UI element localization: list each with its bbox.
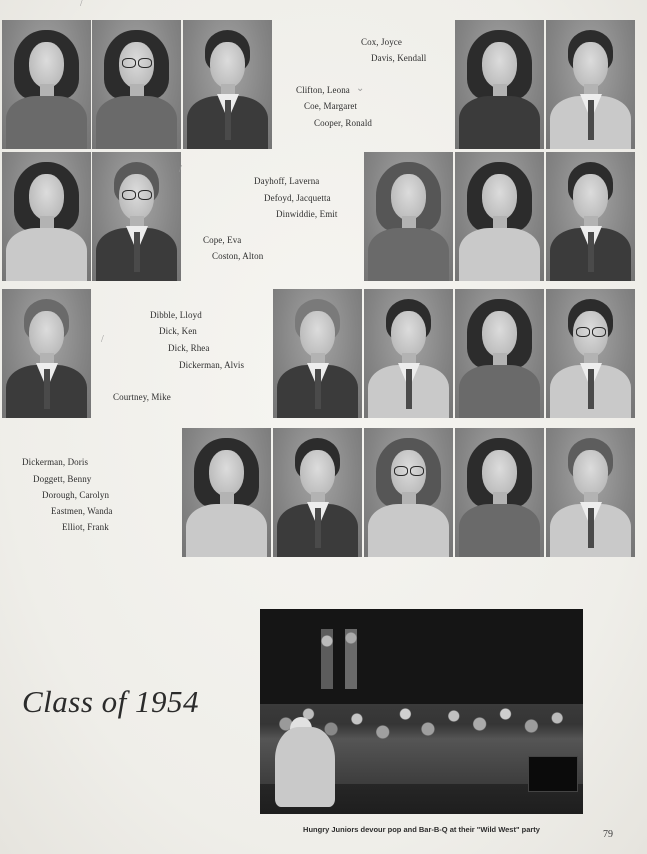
student-name: Dibble, Lloyd xyxy=(150,310,202,320)
student-name: Defoyd, Jacquetta xyxy=(264,193,331,203)
student-portrait xyxy=(455,20,544,149)
student-portrait xyxy=(455,289,544,418)
student-portrait xyxy=(364,428,453,557)
photo-caption: Hungry Juniors devour pop and Bar-B-Q at their "Wild West" party xyxy=(303,825,540,834)
student-name: Cox, Joyce xyxy=(361,37,402,47)
student-portrait xyxy=(273,289,362,418)
student-portrait xyxy=(546,152,635,281)
party-photo xyxy=(260,609,583,814)
student-name: Eastmen, Wanda xyxy=(51,506,113,516)
pencil-check-mark: ⌄ xyxy=(356,83,365,94)
student-name: Dick, Ken xyxy=(159,326,197,336)
student-name: Dorough, Carolyn xyxy=(42,490,110,500)
student-portrait xyxy=(183,20,272,149)
pencil-check-mark: / xyxy=(179,164,182,175)
page-number: 79 xyxy=(603,829,613,840)
student-portrait xyxy=(364,152,453,281)
picnic-basket xyxy=(528,756,578,792)
pencil-check-mark: / xyxy=(80,0,83,9)
student-name: Dickerman, Doris xyxy=(22,457,89,467)
student-name: Coston, Alton xyxy=(212,251,264,261)
student-portrait xyxy=(546,20,635,149)
student-portrait xyxy=(92,152,181,281)
student-name: Clifton, Leona xyxy=(296,85,350,95)
student-portrait xyxy=(92,20,181,149)
student-portrait xyxy=(2,20,91,149)
student-name: Davis, Kendall xyxy=(371,53,427,63)
student-portrait xyxy=(273,428,362,557)
student-name: Coe, Margaret xyxy=(304,101,358,111)
page-title: Class of 1954 xyxy=(22,684,200,719)
student-name: Courtney, Mike xyxy=(113,392,171,402)
student-name: Cooper, Ronald xyxy=(314,118,373,128)
student-portrait xyxy=(2,289,91,418)
student-portrait xyxy=(546,289,635,418)
student-name: Dinwiddie, Emit xyxy=(276,209,338,219)
student-name: Doggett, Benny xyxy=(33,474,92,484)
student-portrait xyxy=(546,428,635,557)
student-portrait xyxy=(364,289,453,418)
student-portrait xyxy=(455,428,544,557)
student-portrait xyxy=(2,152,91,281)
student-name: Dick, Rhea xyxy=(168,343,210,353)
student-name: Cope, Eva xyxy=(203,235,242,245)
student-name: Dickerman, Alvis xyxy=(179,360,245,370)
student-name: Dayhoff, Laverna xyxy=(254,176,320,186)
pencil-check-mark: / xyxy=(101,334,104,345)
student-name: Elliot, Frank xyxy=(62,522,109,532)
student-portrait xyxy=(182,428,271,557)
student-portrait xyxy=(455,152,544,281)
